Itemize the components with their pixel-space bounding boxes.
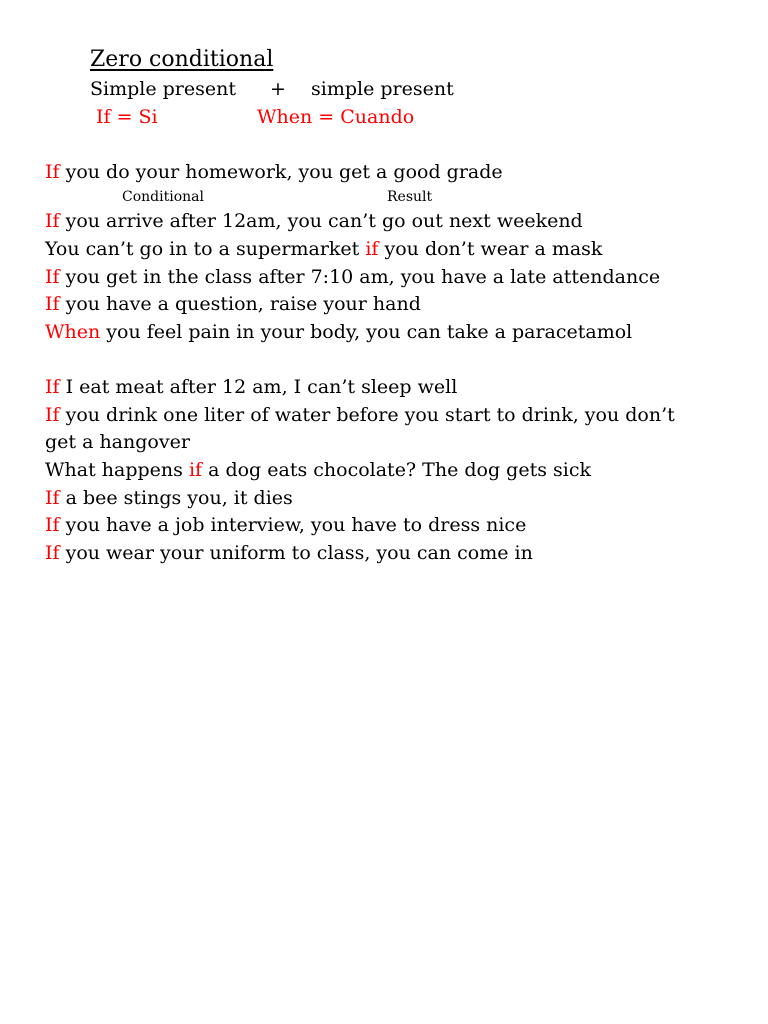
sentence-line xyxy=(45,209,583,233)
sentence-rest: you have a question, raise your hand xyxy=(59,293,421,315)
sentence-rest: you wear your uniform to class, you can come in xyxy=(59,542,533,564)
sentence-line xyxy=(45,403,675,427)
sentence-line xyxy=(45,237,602,261)
sentence-lead: get a hangover xyxy=(45,431,190,453)
label-result: Result xyxy=(387,189,433,205)
translation-when: When = Cuando xyxy=(257,106,415,128)
sentence-rest: I eat meat after 12 am, I can’t sleep well xyxy=(59,376,458,398)
sentence-keyword: If xyxy=(45,293,60,315)
sentence-line xyxy=(45,292,421,316)
sentence-rest: you get in the class after 7:10 am, you have a late attendance xyxy=(59,266,661,288)
label-conditional: Conditional xyxy=(122,189,204,205)
sentence-keyword: if xyxy=(365,238,379,260)
sentence-line xyxy=(45,513,526,537)
sentence-rest: you don’t wear a mask xyxy=(378,238,603,260)
formula-right: simple present xyxy=(311,78,454,100)
page-title: Zero conditional xyxy=(90,47,274,72)
formula-left: Simple present xyxy=(90,78,236,100)
sentence-keyword: if xyxy=(188,459,203,481)
sentence-keyword: If xyxy=(45,487,60,509)
translation-if: If = Si xyxy=(96,106,158,128)
sentence-keyword: If xyxy=(45,161,60,183)
sentence-line xyxy=(45,486,293,510)
sentence-keyword: If xyxy=(45,376,60,398)
sentence-line xyxy=(45,160,503,184)
sentence-line xyxy=(45,430,190,454)
sentence-rest: a dog eats chocolate? The dog gets sick xyxy=(202,459,591,481)
sentence-keyword: If xyxy=(45,514,60,536)
sentence-rest: you do your homework, you get a good grade xyxy=(59,161,503,183)
sentence-rest: you have a job interview, you have to dress nice xyxy=(59,514,527,536)
sentence-keyword: If xyxy=(45,404,60,426)
sentence-rest: you drink one liter of water before you start to drink, you don’t xyxy=(59,404,675,426)
sentence-lead: What happens xyxy=(45,459,189,481)
sentence-rest: a bee stings you, it dies xyxy=(59,487,293,509)
sentence-lead: You can’t go in to a supermarket xyxy=(45,238,366,260)
sentence-line xyxy=(45,541,533,565)
sentence-keyword: If xyxy=(45,210,60,232)
sentence-rest: you arrive after 12am, you can’t go out next weekend xyxy=(59,210,583,232)
sentence-line xyxy=(45,375,457,399)
sentence-keyword: If xyxy=(45,542,60,564)
sentence-line xyxy=(45,265,660,289)
sentence-keyword: When xyxy=(45,321,101,343)
sentence-line xyxy=(45,320,632,344)
sentence-line xyxy=(45,458,591,482)
sentence-rest: you feel pain in your body, you can take a paracetamol xyxy=(100,321,633,343)
sentence-keyword: If xyxy=(45,266,60,288)
formula-plus: + xyxy=(270,78,286,100)
